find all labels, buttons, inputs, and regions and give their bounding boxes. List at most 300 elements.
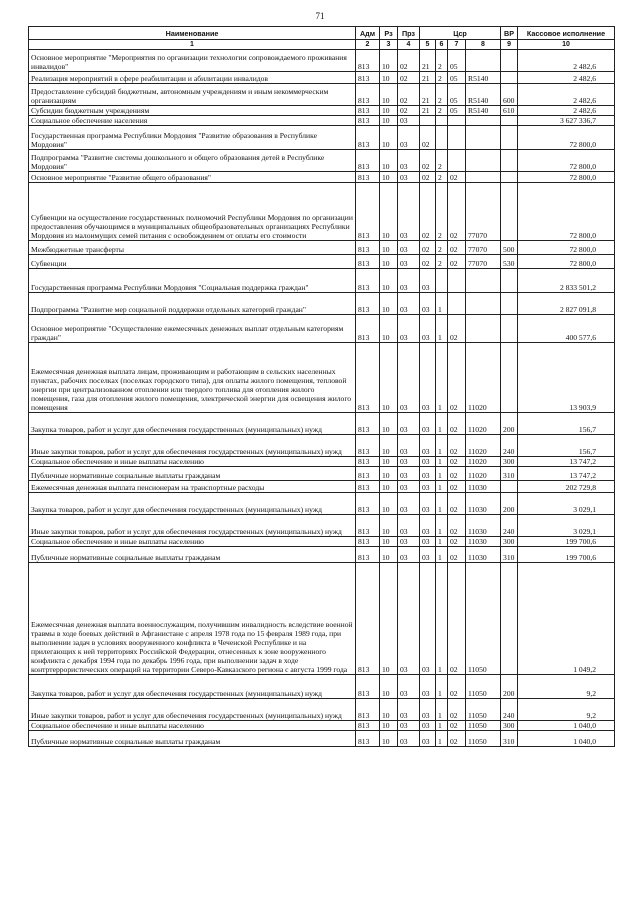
row-csr-direction: R5140 [466,84,501,106]
row-sum: 3 029,1 [518,515,615,537]
header-rz: Рз [380,27,398,40]
row-adm: 813 [356,269,380,293]
row-name: Основное мероприятие "Развитие общего образования" [29,172,356,183]
row-rz: 10 [380,126,398,150]
row-prz: 03 [398,699,420,721]
row-csr-subprogram: 1 [436,537,448,547]
row-csr-subprogram: 1 [436,481,448,493]
row-name: Закупка товаров, работ и услуг для обеспечения государственных (муниципальных) нужд [29,493,356,515]
row-rz: 10 [380,675,398,699]
row-csr-direction [466,150,501,172]
row-vr: 310 [501,547,518,563]
row-csr-direction: 11020 [466,467,501,481]
row-name: Ежемесячная денежная выплата лицам, проживающим и работающим в сельских населенных пунктах, рабочих поселках (поселках городского типа), для оплаты жилого помещения, тепловой энергии при централизованном отоплении или твердого топлива для отопления жилого помещения, газа для отопления жилого помещения, электрической энергии для освещения жилого помещения [29,343,356,413]
row-csr-event: 02 [448,699,466,721]
row-csr-program: 21 [420,106,436,116]
row-csr-direction: 11050 [466,675,501,699]
row-adm: 813 [356,255,380,269]
row-rz: 10 [380,315,398,343]
row-csr-event: 02 [448,343,466,413]
row-prz: 03 [398,675,420,699]
row-csr-event: 02 [448,467,466,481]
table-row [29,515,615,537]
row-csr-program: 02 [420,183,436,241]
row-name: Государственная программа Республики Мордовия "Развитие образования в Республике Мордовия" [29,126,356,150]
table-row [29,315,615,343]
row-sum: 2 833 501,2 [518,269,615,293]
budget-table [28,26,615,747]
header-name: Наименование [29,27,356,40]
row-name: Подпрограмма "Развитие мер социальной поддержки отдельных категорий граждан" [29,293,356,315]
row-adm: 813 [356,537,380,547]
row-vr: 300 [501,457,518,467]
row-csr-direction [466,315,501,343]
row-adm: 813 [356,515,380,537]
row-adm: 813 [356,721,380,731]
row-sum: 1 040,0 [518,721,615,731]
row-sum: 72 800,0 [518,172,615,183]
row-prz: 03 [398,481,420,493]
row-csr-event: 02 [448,457,466,467]
row-csr-subprogram: 1 [436,467,448,481]
row-csr-program: 03 [420,343,436,413]
row-csr-direction: 11020 [466,413,501,435]
row-name: Закупка товаров, работ и услуг для обеспечения государственных (муниципальных) нужд [29,413,356,435]
row-csr-subprogram: 1 [436,293,448,315]
row-csr-program: 02 [420,126,436,150]
header-vr: ВР [501,27,518,40]
row-rz: 10 [380,84,398,106]
row-csr-event [448,126,466,150]
row-rz: 10 [380,150,398,172]
row-adm: 813 [356,493,380,515]
row-csr-program: 21 [420,84,436,106]
row-vr [501,481,518,493]
row-sum: 2 482,6 [518,72,615,84]
row-csr-program: 02 [420,255,436,269]
row-csr-event [448,293,466,315]
row-csr-event: 05 [448,106,466,116]
table-row [29,50,615,72]
row-vr: 240 [501,699,518,721]
row-adm: 813 [356,116,380,126]
table-row [29,126,615,150]
row-name: Межбюджетные трансферты [29,241,356,255]
row-vr [501,293,518,315]
row-csr-subprogram [436,126,448,150]
row-name: Государственная программа Республики Мордовия "Социальная поддержка граждан" [29,269,356,293]
row-rz: 10 [380,241,398,255]
row-adm: 813 [356,293,380,315]
row-vr [501,116,518,126]
row-rz: 10 [380,699,398,721]
row-sum: 13 903,9 [518,343,615,413]
row-vr [501,72,518,84]
table-row [29,537,615,547]
table-row [29,343,615,413]
column-number: 1 [29,40,356,50]
row-sum: 9,2 [518,675,615,699]
row-adm: 813 [356,315,380,343]
column-number: 2 [356,40,380,50]
row-name: Ежемесячная денежная выплата военнослужащим, получившим инвалидность вследствие военной травмы в ходе боевых действий в Афганистане с апреля 1978 года по 15 февраля 1989 года, при выполнении задач в условиях вооруженного конфликта в Чеченской Республике и на прилегающих к ней территориях Российской Федерации, отнесенных к зоне вооруженного конфликта с декабря 1994 года по декабрь 1996 года, при выполнении задач в ходе контртеррористических операций на территории Северо-Кавказского региона с августа 1999 года [29,563,356,675]
row-sum: 3 627 336,7 [518,116,615,126]
row-prz: 03 [398,255,420,269]
row-rz: 10 [380,343,398,413]
row-vr: 310 [501,731,518,747]
row-csr-subprogram: 1 [436,457,448,467]
row-csr-subprogram [436,116,448,126]
row-name: Публичные нормативные социальные выплаты гражданам [29,547,356,563]
row-csr-direction: R5140 [466,106,501,116]
table-row [29,413,615,435]
row-name: Субвенции [29,255,356,269]
row-csr-program: 03 [420,547,436,563]
row-rz: 10 [380,183,398,241]
row-csr-subprogram: 2 [436,106,448,116]
row-csr-subprogram: 1 [436,315,448,343]
row-csr-event: 02 [448,515,466,537]
row-csr-subprogram: 1 [436,435,448,457]
table-row [29,269,615,293]
row-csr-direction: 11030 [466,515,501,537]
row-adm: 813 [356,731,380,747]
row-rz: 10 [380,457,398,467]
row-rz: 10 [380,293,398,315]
row-name: Социальное обеспечение и иные выплаты населению [29,721,356,731]
row-csr-event: 02 [448,255,466,269]
table-row [29,241,615,255]
table-row [29,183,615,241]
row-csr-direction: 77070 [466,241,501,255]
table-row [29,293,615,315]
row-csr-subprogram: 1 [436,721,448,731]
row-csr-program: 02 [420,172,436,183]
row-csr-program: 02 [420,150,436,172]
row-name: Основное мероприятие "Осуществление ежемесячных денежных выплат отдельным категориям граждан" [29,315,356,343]
column-number: 9 [501,40,518,50]
row-name: Социальное обеспечение и иные выплаты населению [29,457,356,467]
row-prz: 03 [398,126,420,150]
row-csr-direction: 11030 [466,493,501,515]
row-prz: 03 [398,563,420,675]
row-vr [501,343,518,413]
row-csr-subprogram: 2 [436,172,448,183]
row-sum: 156,7 [518,435,615,457]
row-prz: 02 [398,72,420,84]
row-csr-event: 02 [448,172,466,183]
row-name: Подпрограмма "Развитие системы дошкольного и общего образования детей в Республике Мордовия" [29,150,356,172]
table-body [29,50,615,747]
row-rz: 10 [380,563,398,675]
row-adm: 813 [356,563,380,675]
row-rz: 10 [380,106,398,116]
row-csr-direction: 11050 [466,721,501,731]
row-csr-program: 03 [420,269,436,293]
row-csr-event [448,116,466,126]
column-number: 5 [420,40,436,50]
row-prz: 02 [398,50,420,72]
row-csr-subprogram: 2 [436,255,448,269]
column-number: 10 [518,40,615,50]
row-sum: 72 800,0 [518,255,615,269]
row-csr-subprogram: 2 [436,84,448,106]
table-row [29,731,615,747]
row-csr-subprogram: 1 [436,413,448,435]
row-csr-event: 02 [448,493,466,515]
row-csr-direction [466,172,501,183]
row-sum: 400 577,6 [518,315,615,343]
row-name: Иные закупки товаров, работ и услуг для обеспечения государственных (муниципальных) нужд [29,699,356,721]
row-sum: 2 482,6 [518,84,615,106]
column-number: 8 [466,40,501,50]
row-vr: 240 [501,435,518,457]
row-csr-direction [466,50,501,72]
row-name: Субсидии бюджетным учреждениям [29,106,356,116]
row-sum: 72 800,0 [518,150,615,172]
row-vr [501,563,518,675]
row-csr-event [448,150,466,172]
table-row [29,172,615,183]
row-rz: 10 [380,255,398,269]
row-sum: 2 482,6 [518,50,615,72]
row-csr-event: 02 [448,537,466,547]
row-csr-program: 03 [420,515,436,537]
row-name: Ежемесячная денежная выплата пенсионерам на транспортные расходы [29,481,356,493]
table-row [29,547,615,563]
row-adm: 813 [356,481,380,493]
row-adm: 813 [356,413,380,435]
row-csr-program: 03 [420,537,436,547]
row-csr-event: 05 [448,84,466,106]
row-csr-direction: R5140 [466,72,501,84]
row-adm: 813 [356,172,380,183]
page-number: 71 [315,11,325,21]
row-sum: 202 729,8 [518,481,615,493]
row-rz: 10 [380,435,398,457]
row-adm: 813 [356,50,380,72]
row-csr-program: 03 [420,293,436,315]
row-vr: 240 [501,515,518,537]
table-row [29,84,615,106]
row-prz: 02 [398,84,420,106]
row-adm: 813 [356,547,380,563]
row-sum: 156,7 [518,413,615,435]
table-row [29,150,615,172]
row-csr-event: 02 [448,315,466,343]
row-csr-subprogram: 1 [436,515,448,537]
row-csr-direction [466,126,501,150]
table-row [29,255,615,269]
row-csr-event: 02 [448,721,466,731]
row-csr-program: 03 [420,675,436,699]
row-csr-event: 02 [448,481,466,493]
column-number: 6 [436,40,448,50]
row-sum: 3 029,1 [518,493,615,515]
row-csr-program: 21 [420,72,436,84]
row-prz: 03 [398,731,420,747]
row-prz: 03 [398,183,420,241]
row-sum: 13 747,2 [518,467,615,481]
row-adm: 813 [356,126,380,150]
row-vr [501,183,518,241]
row-rz: 10 [380,547,398,563]
row-csr-subprogram [436,269,448,293]
row-csr-subprogram: 1 [436,731,448,747]
row-csr-direction: 77070 [466,183,501,241]
row-prz: 02 [398,106,420,116]
row-prz: 03 [398,172,420,183]
row-vr [501,315,518,343]
row-csr-program: 03 [420,413,436,435]
row-sum: 199 700,6 [518,537,615,547]
row-sum: 72 800,0 [518,183,615,241]
column-number: 4 [398,40,420,50]
table-row [29,106,615,116]
row-rz: 10 [380,731,398,747]
row-vr [501,150,518,172]
row-csr-direction [466,293,501,315]
row-prz: 03 [398,413,420,435]
row-rz: 10 [380,413,398,435]
row-sum: 72 800,0 [518,241,615,255]
table-row [29,435,615,457]
row-vr: 530 [501,255,518,269]
row-rz: 10 [380,72,398,84]
row-vr: 500 [501,241,518,255]
row-csr-subprogram: 2 [436,183,448,241]
row-rz: 10 [380,467,398,481]
row-csr-subprogram: 2 [436,241,448,255]
row-rz: 10 [380,721,398,731]
row-sum: 2 827 091,8 [518,293,615,315]
row-adm: 813 [356,150,380,172]
row-sum: 2 482,6 [518,106,615,116]
row-sum: 9,2 [518,699,615,721]
row-name: Иные закупки товаров, работ и услуг для обеспечения государственных (муниципальных) нужд [29,515,356,537]
row-prz: 03 [398,547,420,563]
row-rz: 10 [380,269,398,293]
row-sum: 72 800,0 [518,126,615,150]
row-rz: 10 [380,481,398,493]
row-csr-program: 03 [420,315,436,343]
row-rz: 10 [380,116,398,126]
row-name: Публичные нормативные социальные выплаты гражданам [29,467,356,481]
row-csr-subprogram: 2 [436,150,448,172]
row-rz: 10 [380,515,398,537]
row-name: Предоставление субсидий бюджетным, автономным учреждениям и иным некоммерческим организациям [29,84,356,106]
row-adm: 813 [356,435,380,457]
column-number: 7 [448,40,466,50]
row-csr-event: 02 [448,731,466,747]
row-prz: 03 [398,150,420,172]
row-name: Публичные нормативные социальные выплаты гражданам [29,731,356,747]
row-csr-subprogram: 1 [436,343,448,413]
row-adm: 813 [356,72,380,84]
row-adm: 813 [356,699,380,721]
row-csr-program: 03 [420,457,436,467]
row-csr-direction: 11050 [466,563,501,675]
table-row [29,493,615,515]
row-adm: 813 [356,183,380,241]
row-csr-program [420,116,436,126]
row-csr-program: 03 [420,493,436,515]
row-csr-program: 03 [420,467,436,481]
row-prz: 03 [398,493,420,515]
row-sum: 13 747,2 [518,457,615,467]
row-csr-program: 03 [420,699,436,721]
row-csr-program: 03 [420,435,436,457]
row-csr-event: 02 [448,563,466,675]
row-prz: 03 [398,721,420,731]
row-csr-direction [466,116,501,126]
row-rz: 10 [380,50,398,72]
row-csr-direction: 11050 [466,699,501,721]
row-csr-direction: 11030 [466,547,501,563]
table-row [29,721,615,731]
row-adm: 813 [356,675,380,699]
row-vr: 610 [501,106,518,116]
row-sum: 199 700,6 [518,547,615,563]
row-vr: 310 [501,467,518,481]
table-row [29,563,615,675]
row-csr-direction: 11030 [466,481,501,493]
row-csr-subprogram: 1 [436,675,448,699]
row-csr-program: 03 [420,721,436,731]
row-csr-event [448,269,466,293]
row-vr: 200 [501,493,518,515]
header-adm: Адм [356,27,380,40]
row-vr [501,126,518,150]
row-csr-direction: 77070 [466,255,501,269]
row-prz: 03 [398,435,420,457]
row-vr [501,50,518,72]
row-csr-subprogram: 1 [436,699,448,721]
row-csr-program: 03 [420,481,436,493]
table-row [29,457,615,467]
column-number: 3 [380,40,398,50]
row-csr-event: 02 [448,413,466,435]
row-csr-event: 02 [448,241,466,255]
row-name: Основное мероприятие "Мероприятия по организации технологии сопровождаемого проживания инвалидов" [29,50,356,72]
row-name: Субвенции на осуществление государственных полномочий Республики Мордовия по организации предоставления обучающимся в муниципальных общеобразовательных организациях Республики Мордовия из малоимущих семей питания с освобождением от оплаты его стоимости [29,183,356,241]
row-csr-event: 02 [448,547,466,563]
table-row [29,675,615,699]
header-kassovoe: Кассовое исполнение [518,27,615,40]
table-row [29,481,615,493]
row-adm: 813 [356,343,380,413]
table-row [29,699,615,721]
row-prz: 03 [398,467,420,481]
row-csr-direction [466,269,501,293]
row-name: Закупка товаров, работ и услуг для обеспечения государственных (муниципальных) нужд [29,675,356,699]
row-csr-direction: 11050 [466,731,501,747]
row-sum: 1 049,2 [518,563,615,675]
row-csr-event: 05 [448,72,466,84]
row-vr: 600 [501,84,518,106]
row-vr: 300 [501,721,518,731]
row-prz: 03 [398,537,420,547]
row-csr-subprogram: 2 [436,50,448,72]
column-number-row [29,40,615,50]
row-prz: 03 [398,457,420,467]
header-csr: Цср [420,27,501,40]
row-csr-program: 03 [420,731,436,747]
row-csr-subprogram: 1 [436,547,448,563]
row-csr-subprogram: 2 [436,72,448,84]
table-row [29,467,615,481]
row-csr-direction: 11020 [466,343,501,413]
